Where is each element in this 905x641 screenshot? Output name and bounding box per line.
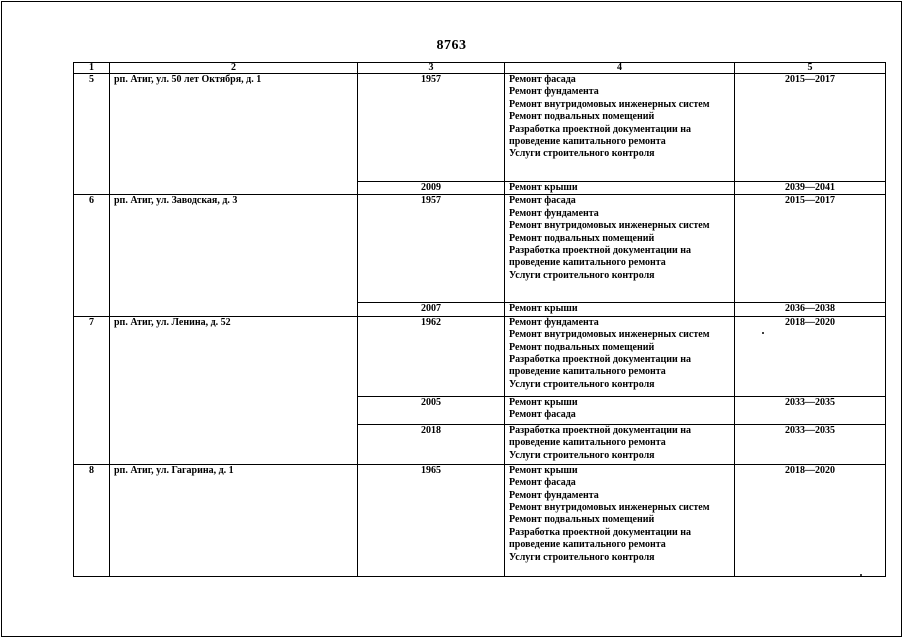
document-page <box>1 1 902 637</box>
works-cell <box>505 396 735 424</box>
period-cell: 2033—2035 <box>735 396 886 424</box>
work-item: Ремонт подвальных помещений <box>509 341 655 353</box>
year-cell: 1957 <box>358 195 505 303</box>
works-cell <box>505 195 735 303</box>
works-cell <box>505 303 735 316</box>
work-item: проведение капитального ремонта <box>509 539 666 551</box>
year-cell: 2018 <box>358 424 505 464</box>
period-cell: 2018—2020 <box>735 316 886 396</box>
work-item: Разработка проектной документации на <box>509 526 692 538</box>
page-number: 8763 <box>436 38 467 53</box>
work-item: Ремонт фасада <box>509 477 576 489</box>
table-row <box>74 464 886 576</box>
address-cell: рп. Атиг, ул. Гагарина, д. 1 <box>110 464 358 576</box>
work-item: проведение капитального ремонта <box>509 437 666 449</box>
row-number-cell: 6 <box>74 195 110 316</box>
work-item: Ремонт внутридомовых инженерных систем <box>509 220 710 232</box>
column-header-2: 2 <box>110 63 358 74</box>
work-item: Услуги строительного контроля <box>509 148 655 160</box>
work-item: Ремонт внутридомовых инженерных систем <box>509 98 710 110</box>
table-row <box>74 316 886 396</box>
period-cell: 2015—2017 <box>735 195 886 303</box>
work-item: Ремонт фундамента <box>509 86 599 98</box>
column-header-3: 3 <box>358 63 505 74</box>
address-cell: рп. Атиг, ул. Ленина, д. 52 <box>110 316 358 464</box>
period-cell: 2033—2035 <box>735 424 886 464</box>
year-cell: 1962 <box>358 316 505 396</box>
column-header-4: 4 <box>505 63 735 74</box>
work-item: Разработка проектной документации на <box>509 424 692 436</box>
work-item: Ремонт фасада <box>509 409 576 421</box>
work-item: Услуги строительного контроля <box>509 449 655 461</box>
work-item: Ремонт фундамента <box>509 316 599 328</box>
work-item: Ремонт крыши <box>509 464 578 476</box>
table-body <box>74 74 886 577</box>
work-item: Ремонт крыши <box>509 396 578 408</box>
period-cell: 2015—2017 <box>735 74 886 182</box>
period-cell: 2039—2041 <box>735 182 886 195</box>
row-number-cell: 8 <box>74 464 110 576</box>
header-row <box>74 63 886 74</box>
works-cell <box>505 316 735 396</box>
work-item: Ремонт внутридомовых инженерных систем <box>509 502 710 514</box>
works-cell <box>505 424 735 464</box>
year-cell: 2009 <box>358 182 505 195</box>
row-number-cell: 5 <box>74 74 110 195</box>
work-item: Ремонт внутридомовых инженерных систем <box>509 329 710 341</box>
works-cell <box>505 74 735 182</box>
year-cell: 1957 <box>358 74 505 182</box>
work-item: Ремонт фундамента <box>509 489 599 501</box>
work-item: Ремонт подвальных помещений <box>509 514 655 526</box>
work-item: Услуги строительного контроля <box>509 378 655 390</box>
table-row <box>74 74 886 182</box>
scan-speck <box>860 574 862 576</box>
work-item: Разработка проектной документации на <box>509 354 692 366</box>
address-cell: рп. Атиг, ул. 50 лет Октября, д. 1 <box>110 74 358 195</box>
table-row <box>74 195 886 303</box>
work-item: Ремонт крыши <box>509 182 578 193</box>
work-item: проведение капитального ремонта <box>509 366 666 378</box>
year-cell: 2007 <box>358 303 505 316</box>
works-cell <box>505 464 735 576</box>
repair-schedule-table <box>73 62 886 577</box>
scan-speck <box>762 332 764 334</box>
work-item: Разработка проектной документации на <box>509 245 692 257</box>
work-item: Ремонт фундамента <box>509 207 599 219</box>
year-cell: 2005 <box>358 396 505 424</box>
work-item: Разработка проектной документации на <box>509 123 692 135</box>
work-item: Ремонт крыши <box>509 303 578 315</box>
work-item: Ремонт подвальных помещений <box>509 232 655 244</box>
work-item: проведение капитального ремонта <box>509 136 666 148</box>
year-cell: 1965 <box>358 464 505 576</box>
work-item: Ремонт подвальных помещений <box>509 111 655 123</box>
work-item: Ремонт фасада <box>509 74 576 85</box>
work-item: Услуги строительного контроля <box>509 551 655 563</box>
work-item: проведение капитального ремонта <box>509 257 666 269</box>
work-item: Ремонт фасада <box>509 195 576 207</box>
row-number-cell: 7 <box>74 316 110 464</box>
address-cell: рп. Атиг, ул. Заводская, д. 3 <box>110 195 358 316</box>
column-header-5: 5 <box>735 63 886 74</box>
period-cell: 2036—2038 <box>735 303 886 316</box>
column-header-1: 1 <box>74 63 110 74</box>
work-item: Услуги строительного контроля <box>509 269 655 281</box>
works-cell <box>505 182 735 195</box>
period-cell: 2018—2020 <box>735 464 886 576</box>
